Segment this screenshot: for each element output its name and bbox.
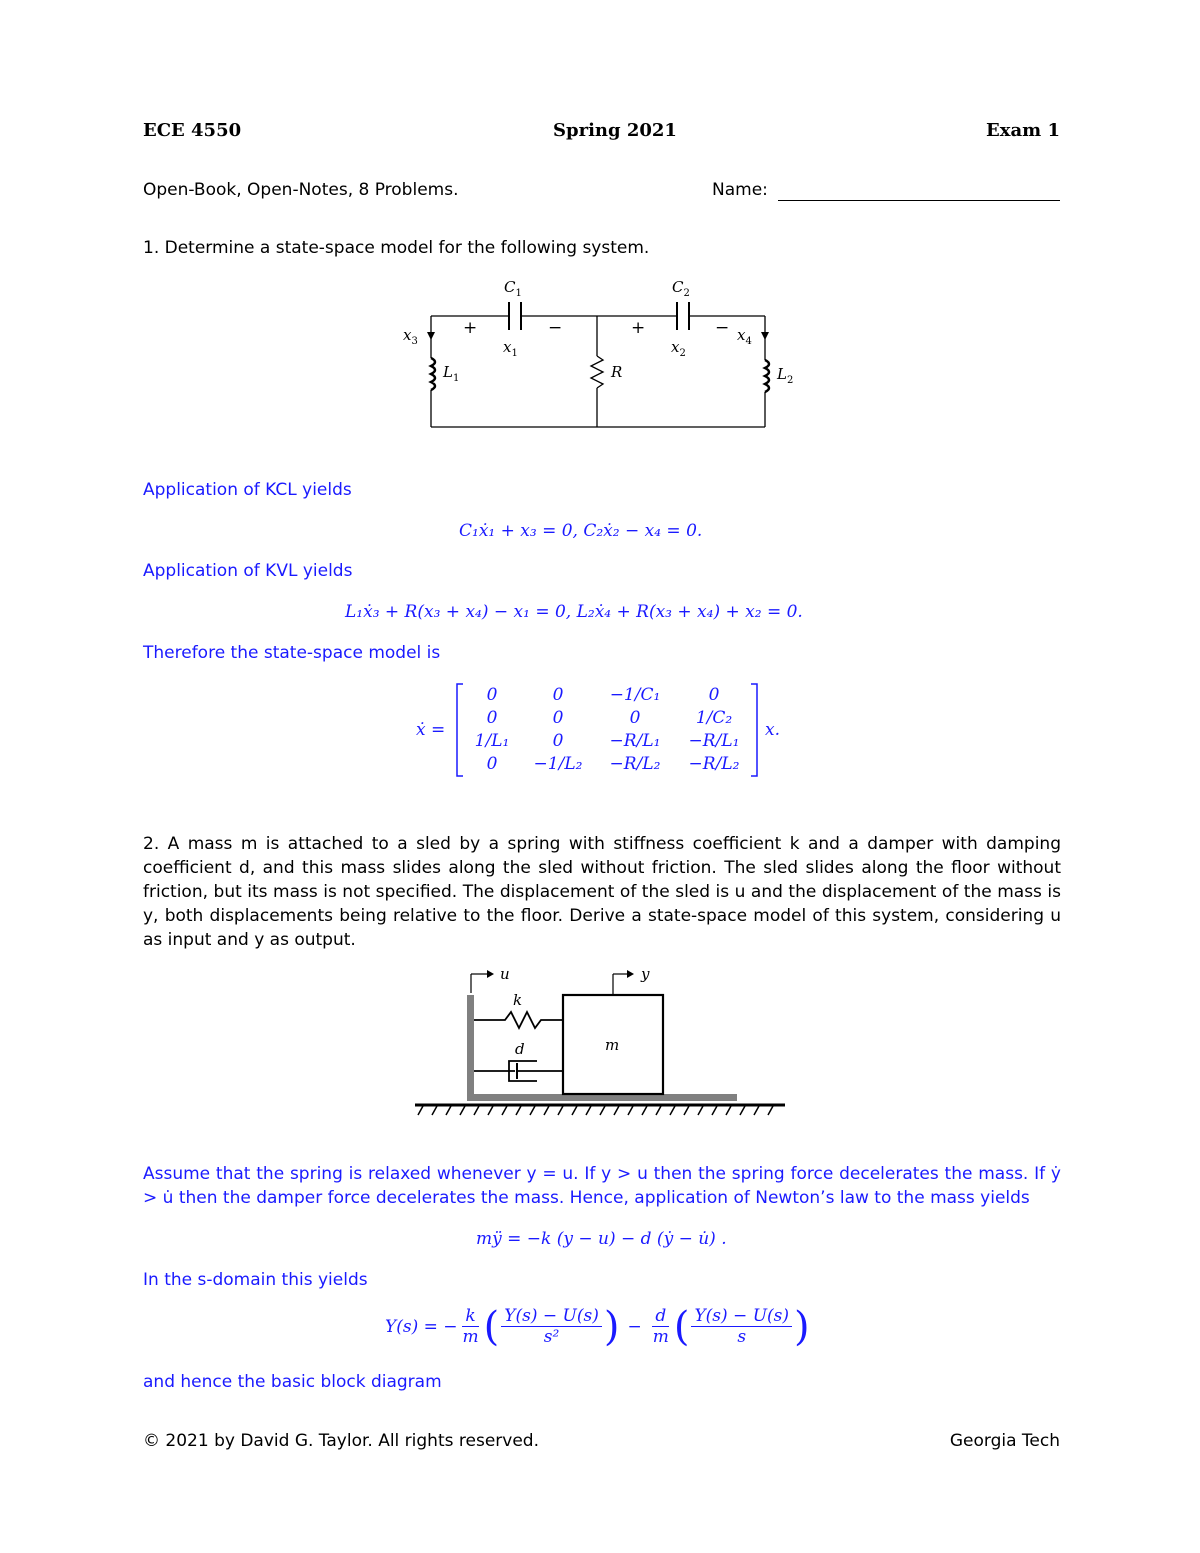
name-field-line [778, 200, 1060, 201]
left-paren-2: ( [673, 1303, 690, 1350]
x1-label: $x_1$ [503, 338, 518, 359]
matrix-row [462, 684, 752, 707]
c1-minus-sign: − [548, 318, 563, 338]
right-paren-2: ) [794, 1303, 810, 1350]
kvl-text: Application of KVL yields [143, 561, 353, 581]
matrix-cell: −1/L₂ [533, 754, 583, 774]
sdomain-text: In the s-domain this yields [143, 1270, 368, 1290]
c1-plus-sign: + [463, 318, 478, 338]
fraction-over-s-squared: $\frac{Y(s) - U(s)}{\text{s²}}$ [501, 1306, 602, 1347]
y-label: y [641, 965, 650, 983]
c2-minus-sign: − [715, 318, 730, 338]
kcl-equation: C₁ẋ₁ + x₃ = 0, C₂ẋ₂ − x₄ = 0. [459, 521, 703, 541]
r-label: R [611, 363, 623, 381]
x4-label: $x_4$ [737, 326, 752, 347]
term: Spring 2021 [553, 120, 677, 141]
u-label: u [500, 965, 510, 983]
matrix-cell: −R/L₁ [688, 731, 740, 751]
matrix-cell: 0 [552, 708, 564, 728]
d-label: d [515, 1040, 525, 1058]
matrix-cell: 1/L₁ [474, 731, 510, 751]
matrix-row [462, 730, 752, 753]
l2-label: $L_2$ [777, 365, 794, 386]
name-label: Name: [712, 180, 768, 200]
s-eq-minus: − [627, 1316, 642, 1337]
block-diagram-text: and hence the basic block diagram [143, 1372, 442, 1392]
x3-label: $x_3$ [403, 326, 418, 347]
newton-equation: mÿ = −k (y − u) − d (ẏ − u̇) . [476, 1229, 727, 1249]
exam-rules: Open-Book, Open-Notes, 8 Problems. [143, 180, 459, 200]
matrix-cell: 0 [708, 685, 720, 705]
matrix-cell: 0 [552, 731, 564, 751]
matrix-cell: −R/L₁ [609, 731, 661, 751]
matrix-cell: 0 [486, 685, 498, 705]
l1-label: $L_1$ [443, 363, 460, 384]
state-matrix [462, 684, 752, 776]
left-paren: ( [483, 1303, 500, 1350]
matrix-cell: 1/C₂ [695, 708, 733, 728]
exam-title: Exam 1 [986, 120, 1060, 141]
k-label: k [513, 991, 523, 1009]
mass-sled-diagram [405, 960, 795, 1120]
problem2-prompt: 2. A mass m is attached to a sled by a spring with stiffness coefficient k and a damper with damping coefficient d, and this mass slides along the sled without friction. The sled slides along the floor without friction, but its mass is not specified. The displacement of the sled is u and the displacement of the mass is y, both displacements being relative to the floor. Derive a state-space model of this system, considering u as input and y as output. [143, 834, 1061, 950]
k-over-m-fraction: $\frac{k}{m}$ [462, 1306, 479, 1347]
problem1-prompt: 1. Determine a state-space model for the following system. [143, 238, 650, 258]
course-code: ECE 4550 [143, 120, 242, 141]
c2-plus-sign: + [631, 318, 646, 338]
kvl-equation: L₁ẋ₃ + R(x₃ + x₄) − x₁ = 0, L₂ẋ₄ + R(x₃ + x₄) + x₂ = 0. [345, 602, 803, 622]
assume-text: Assume that the spring is relaxed whenever y = u. If y > u then the spring force decelerates the mass. If ẏ > u̇ then the damper force decelerates the mass. Hence, application of Newton’s law to the mass yields [143, 1164, 1061, 1208]
matrix-row [462, 753, 752, 776]
d-over-m-fraction: $\frac{d}{m}$ [652, 1306, 669, 1347]
c2-label: $C_2$ [672, 278, 690, 299]
matrix-cell: 0 [629, 708, 641, 728]
s-domain-equation [385, 1303, 810, 1350]
copyright: © 2021 by David G. Taylor. All rights reserved. [143, 1431, 539, 1451]
c1-label: $C_1$ [504, 278, 522, 299]
x2-label: $x_2$ [671, 338, 686, 359]
fraction-over-s: $\frac{Y(s) - U(s)}{s}$ [691, 1306, 792, 1347]
m-label: m [605, 1036, 620, 1054]
model-text: Therefore the state-space model is [143, 643, 441, 663]
matrix-cell: 0 [486, 708, 498, 728]
matrix-cell: −1/C₁ [609, 685, 661, 705]
matrix-cell: −R/L₂ [688, 754, 740, 774]
circuit-diagram [395, 270, 815, 440]
matrix-row [462, 707, 752, 730]
right-paren: ) [603, 1303, 620, 1350]
institution: Georgia Tech [949, 1431, 1060, 1451]
kcl-text: Application of KCL yields [143, 480, 352, 500]
matrix-cell: 0 [486, 754, 498, 774]
state-vector-rhs: x. [765, 720, 780, 740]
s-eq-lhs: Y(s) = − [385, 1316, 458, 1337]
matrix-cell: −R/L₂ [609, 754, 661, 774]
matrix-cell: 0 [552, 685, 564, 705]
state-derivative-lhs: ẋ = [416, 720, 446, 740]
